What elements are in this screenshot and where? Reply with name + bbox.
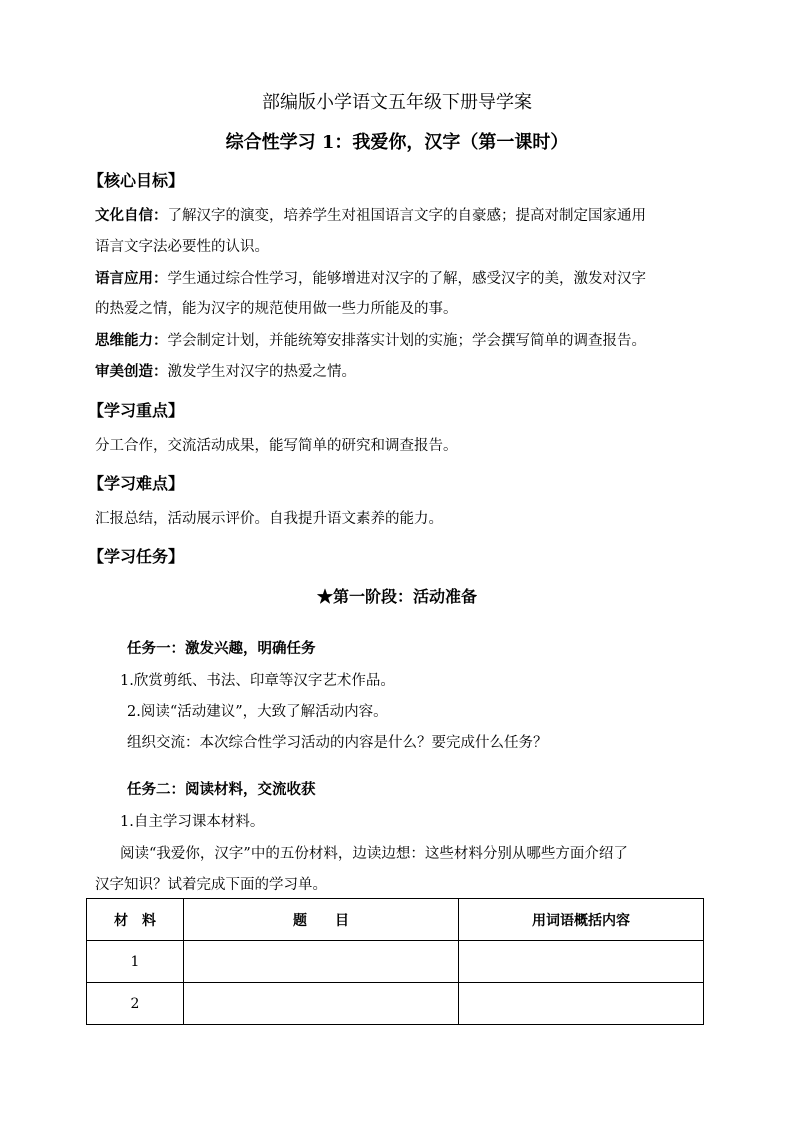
goal-language-line1 [95, 269, 646, 289]
task1-title: 任务一：激发兴趣，明确任务 [127, 640, 316, 657]
goal-culture-label: 文化自信： [95, 207, 168, 224]
goal-language-line2: 的热爱之情，能为汉字的规范使用做一些力所能及的事。 [95, 301, 458, 317]
focus-text: 分工合作，交流活动成果，能写简单的研究和调查报告。 [95, 438, 458, 454]
task2-item1: 1.自主学习课本材料。 [120, 814, 265, 830]
table-header-row [87, 899, 704, 941]
task2-paragraph-line1: 阅读“我爱你，汉字”中的五份材料，边读边想：这些材料分别从哪些方面介绍了 [120, 846, 628, 862]
task1-item1: 1.欣赏剪纸、书法、印章等汉字艺术作品。 [120, 673, 395, 689]
goal-culture-text: 了解汉字的演变，培养学生对祖国语言文字的自豪感；提高对制定国家通用 [167, 208, 646, 224]
tasks-heading: 【学习任务】 [88, 547, 185, 566]
table-cell [184, 941, 459, 983]
goal-language-text: 学生通过综合性学习，能够增进对汉字的了解，感受汉字的美，激发对汉字 [167, 271, 646, 287]
study-sheet-table [86, 898, 704, 1025]
goal-culture-line2: 语言文字法必要性的认识。 [95, 239, 269, 255]
goal-aesthetic-line [95, 362, 356, 382]
task2-paragraph-line2: 汉字知识？试着完成下面的学习单。 [95, 877, 327, 893]
table-row [87, 983, 704, 1025]
goal-thinking-label: 思维能力： [95, 332, 168, 349]
table-header-cell: 材 料 [87, 899, 184, 941]
table-header-cell: 题 目 [184, 899, 459, 941]
goal-thinking-line [95, 331, 646, 351]
table-cell [184, 983, 459, 1025]
focus-heading: 【学习重点】 [88, 401, 185, 420]
table-row [87, 941, 704, 983]
task1-item3: 组织交流：本次综合性学习活动的内容是什么？要完成什么任务？ [127, 735, 548, 751]
stage1-heading: ★第一阶段：活动准备 [316, 587, 477, 606]
table-cell [459, 983, 704, 1025]
goal-aesthetic-text: 激发学生对汉字的热爱之情。 [167, 364, 356, 380]
goal-aesthetic-label: 审美创造： [95, 363, 168, 380]
lesson-title: 综合性学习 1：我爱你，汉字（第一课时） [225, 132, 569, 153]
task1-item2: 2.阅读“活动建议”，大致了解活动内容。 [127, 704, 388, 720]
core-goals-heading: 【核心目标】 [88, 171, 185, 190]
document-title: 部编版小学语文五年级下册导学案 [262, 92, 532, 113]
goal-language-label: 语言应用： [95, 270, 168, 287]
table-header-cell: 用词语概括内容 [459, 899, 704, 941]
table-cell [459, 941, 704, 983]
goal-thinking-text: 学会制定计划，并能统筹安排落实计划的实施；学会撰写简单的调查报告。 [167, 333, 646, 349]
table-cell: 2 [87, 983, 184, 1025]
difficulty-heading: 【学习难点】 [88, 474, 185, 493]
goal-culture-line1 [95, 206, 646, 226]
table-cell: 1 [87, 941, 184, 983]
difficulty-text: 汇报总结，活动展示评价。自我提升语文素养的能力。 [95, 511, 443, 527]
task2-title: 任务二：阅读材料，交流收获 [127, 781, 316, 798]
